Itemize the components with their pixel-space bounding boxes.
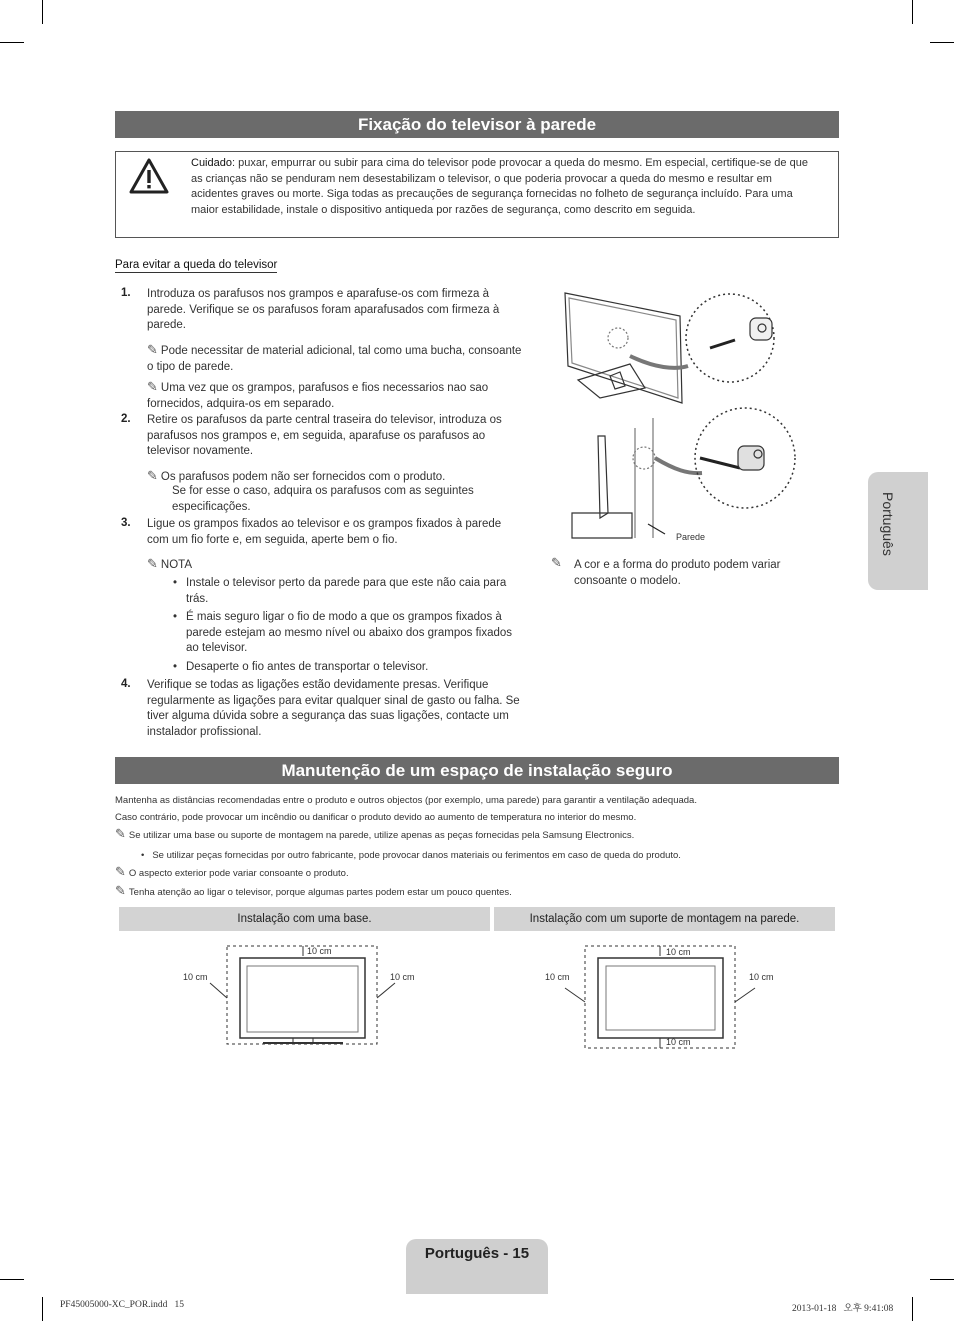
note-samsung-parts-text: Se utilizar uma base ou suporte de montagem na parede, utilize apenas as peças fornecidas pela Samsung Electronics. — [128, 830, 635, 841]
section-title-wall-mount: Fixação do televisor à parede — [115, 111, 839, 138]
caution-body: : puxar, empurrar ou subir para cima do televisor pode provocar a queda do mesmo. Em especial, certifique-se de que as crianças não se penduram nem desestabilizam o televisor, o que poderia provocar a queda do mesmo e resultar em acidentes graves ou morte. Siga todas as precauções de segurança fornecidas no folheto de segurança incluído. Para uma maior estabilidade, instale o dispositivo antiqueda por razões de segurança, como descrito em seguida. — [191, 157, 808, 216]
figure-note-text: A cor e a forma do produto podem variar consoante o modelo. — [574, 559, 781, 587]
intro-line-2: Caso contrário, pode provocar um incêndio ou danificar o produto devido ao aumento de temperatura no interior do mesmo. — [115, 812, 637, 823]
note-pencil-icon: ✎ — [115, 827, 126, 842]
section-title-safe-space: Manutenção de um espaço de instalação seguro — [115, 757, 839, 784]
note-hot-parts-text: Tenha atenção ao ligar o televisor, porque algumas partes podem estar um pouco quentes. — [128, 887, 512, 898]
note-1b — [147, 380, 525, 412]
bullet-item — [173, 576, 525, 607]
step-number: 2. — [121, 413, 131, 425]
language-side-tab — [868, 472, 928, 590]
note-pencil-icon: ✎ — [147, 469, 158, 484]
page-number: Português - 15 — [406, 1239, 548, 1294]
note-pencil-icon: ✎ — [115, 865, 126, 880]
tab-wall-installation: Instalação com um suporte de montagem na parede. — [494, 907, 835, 931]
step-number: 3. — [121, 517, 131, 529]
distance-right-label: 10 cm — [390, 972, 415, 982]
note-pencil-icon: ✎ — [147, 557, 158, 572]
caution-text — [191, 156, 811, 218]
wall-clearance-diagram — [540, 940, 800, 1055]
bullet-text: Instale o televisor perto da parede para que este não caia para trás. — [186, 577, 507, 605]
crop-mark — [42, 0, 43, 24]
step-4-text: Verifique se todas as ligações estão devidamente presas. Verifique regularmente as ligações para evitar qualquer sinal de gasto ou falha. Se tiver alguma dúvida sobre a segurança das suas ligações, contacte um instalador profissional. — [147, 679, 520, 738]
language-side-tab-label: Português — [880, 492, 896, 556]
distance-right-label: 10 cm — [749, 972, 774, 982]
crop-mark — [930, 1279, 954, 1280]
crop-mark — [0, 1279, 24, 1280]
bullet-text: Desaperte o fio antes de transportar o televisor. — [186, 661, 429, 673]
bullet-item — [173, 610, 525, 657]
nota-label: NOTA — [160, 559, 192, 571]
bullet-other-parts-text: Se utilizar peças fornecidas por outro fabricante, pode provocar danos materiais ou ferimentos em caso de queda do produto. — [152, 850, 681, 861]
distance-left-label: 10 cm — [183, 972, 208, 982]
note-1a — [147, 343, 525, 375]
intro-line-1: Mantenha as distâncias recomendadas entre o produto e outros objectos (por exemplo, uma parede) para garantir a ventilação adequada. — [115, 795, 697, 806]
subheading-prevent-fall: Para evitar a queda do televisor — [115, 259, 278, 271]
distance-top-label: 10 cm — [307, 946, 332, 956]
crop-mark — [930, 42, 954, 43]
crop-mark — [0, 42, 24, 43]
wall-label: Parede — [676, 532, 706, 542]
caution-label: Cuidado — [191, 157, 232, 169]
bullet-other-parts — [141, 849, 841, 862]
note-pencil-icon: ✎ — [147, 343, 158, 358]
distance-top-label: 10 cm — [666, 947, 691, 957]
note-2b: Se for esse o caso, adquira os parafusos com as seguintes especificações. — [172, 485, 474, 513]
caution-box — [115, 151, 839, 238]
step-2-text: Retire os parafusos da parte central traseira do televisor, introduza os parafusos nos grampos e, em seguida, aparafuse os parafusos ao televisor novamente. — [147, 414, 502, 457]
distance-left-label: 10 cm — [545, 972, 570, 982]
footer-timestamp: 2013-01-18 오후 9:41:08 — [792, 1304, 894, 1314]
note-hot-parts — [115, 885, 835, 899]
note-samsung-parts — [115, 828, 835, 842]
note-1a-text: Pode necessitar de material adicional, tal como uma bucha, consoante o tipo de parede. — [147, 345, 522, 373]
step-number: 1. — [121, 287, 131, 299]
crop-mark — [912, 1297, 913, 1321]
bullet-dot: • — [173, 577, 178, 589]
stand-clearance-diagram — [175, 940, 435, 1050]
tab-stand-installation: Instalação com uma base. — [119, 907, 490, 931]
note-appearance-text: O aspecto exterior pode variar consoante o produto. — [128, 868, 349, 879]
bullet-dot: • — [173, 661, 178, 673]
bullet-dot: • — [141, 850, 145, 861]
note-pencil-icon: ✎ — [147, 380, 158, 395]
step-1-text: Introduza os parafusos nos grampos e aparafuse-os com firmeza à parede. Verifique se os parafusos foram aparafusados com firmeza à parede. — [147, 288, 500, 331]
figure-note — [551, 558, 801, 589]
bullet-dot: • — [173, 611, 178, 623]
crop-mark — [912, 0, 913, 24]
step-number: 4. — [121, 678, 131, 690]
note-1b-text: Uma vez que os grampos, parafusos e fios necessarios nao sao fornecidos, adquira-os em separado. — [147, 382, 489, 410]
note-appearance — [115, 866, 835, 880]
tv-wall-mount-illustration — [560, 288, 800, 548]
bullet-text: É mais seguro ligar o fio de modo a que os grampos fixados à parede estejam ao mesmo nível ou abaixo dos grampos fixados ao televisor. — [186, 611, 513, 654]
note-pencil-icon: ✎ — [115, 884, 126, 899]
note-2a-text: Os parafusos podem não ser fornecidos com o produto. — [160, 471, 446, 483]
step-3-text: Ligue os grampos fixados ao televisor e os grampos fixados à parede com um fio forte e, em seguida, aperte bem o fio. — [147, 518, 502, 546]
warning-icon — [129, 158, 169, 194]
crop-mark — [42, 1297, 43, 1321]
bullet-item — [173, 660, 525, 676]
note-pencil-icon: ✎ — [551, 556, 562, 571]
footer-file-info: PF45005000-XC_POR.indd 15 — [60, 1300, 185, 1310]
note-nota — [147, 557, 447, 574]
distance-bottom-label: 10 cm — [666, 1037, 691, 1047]
